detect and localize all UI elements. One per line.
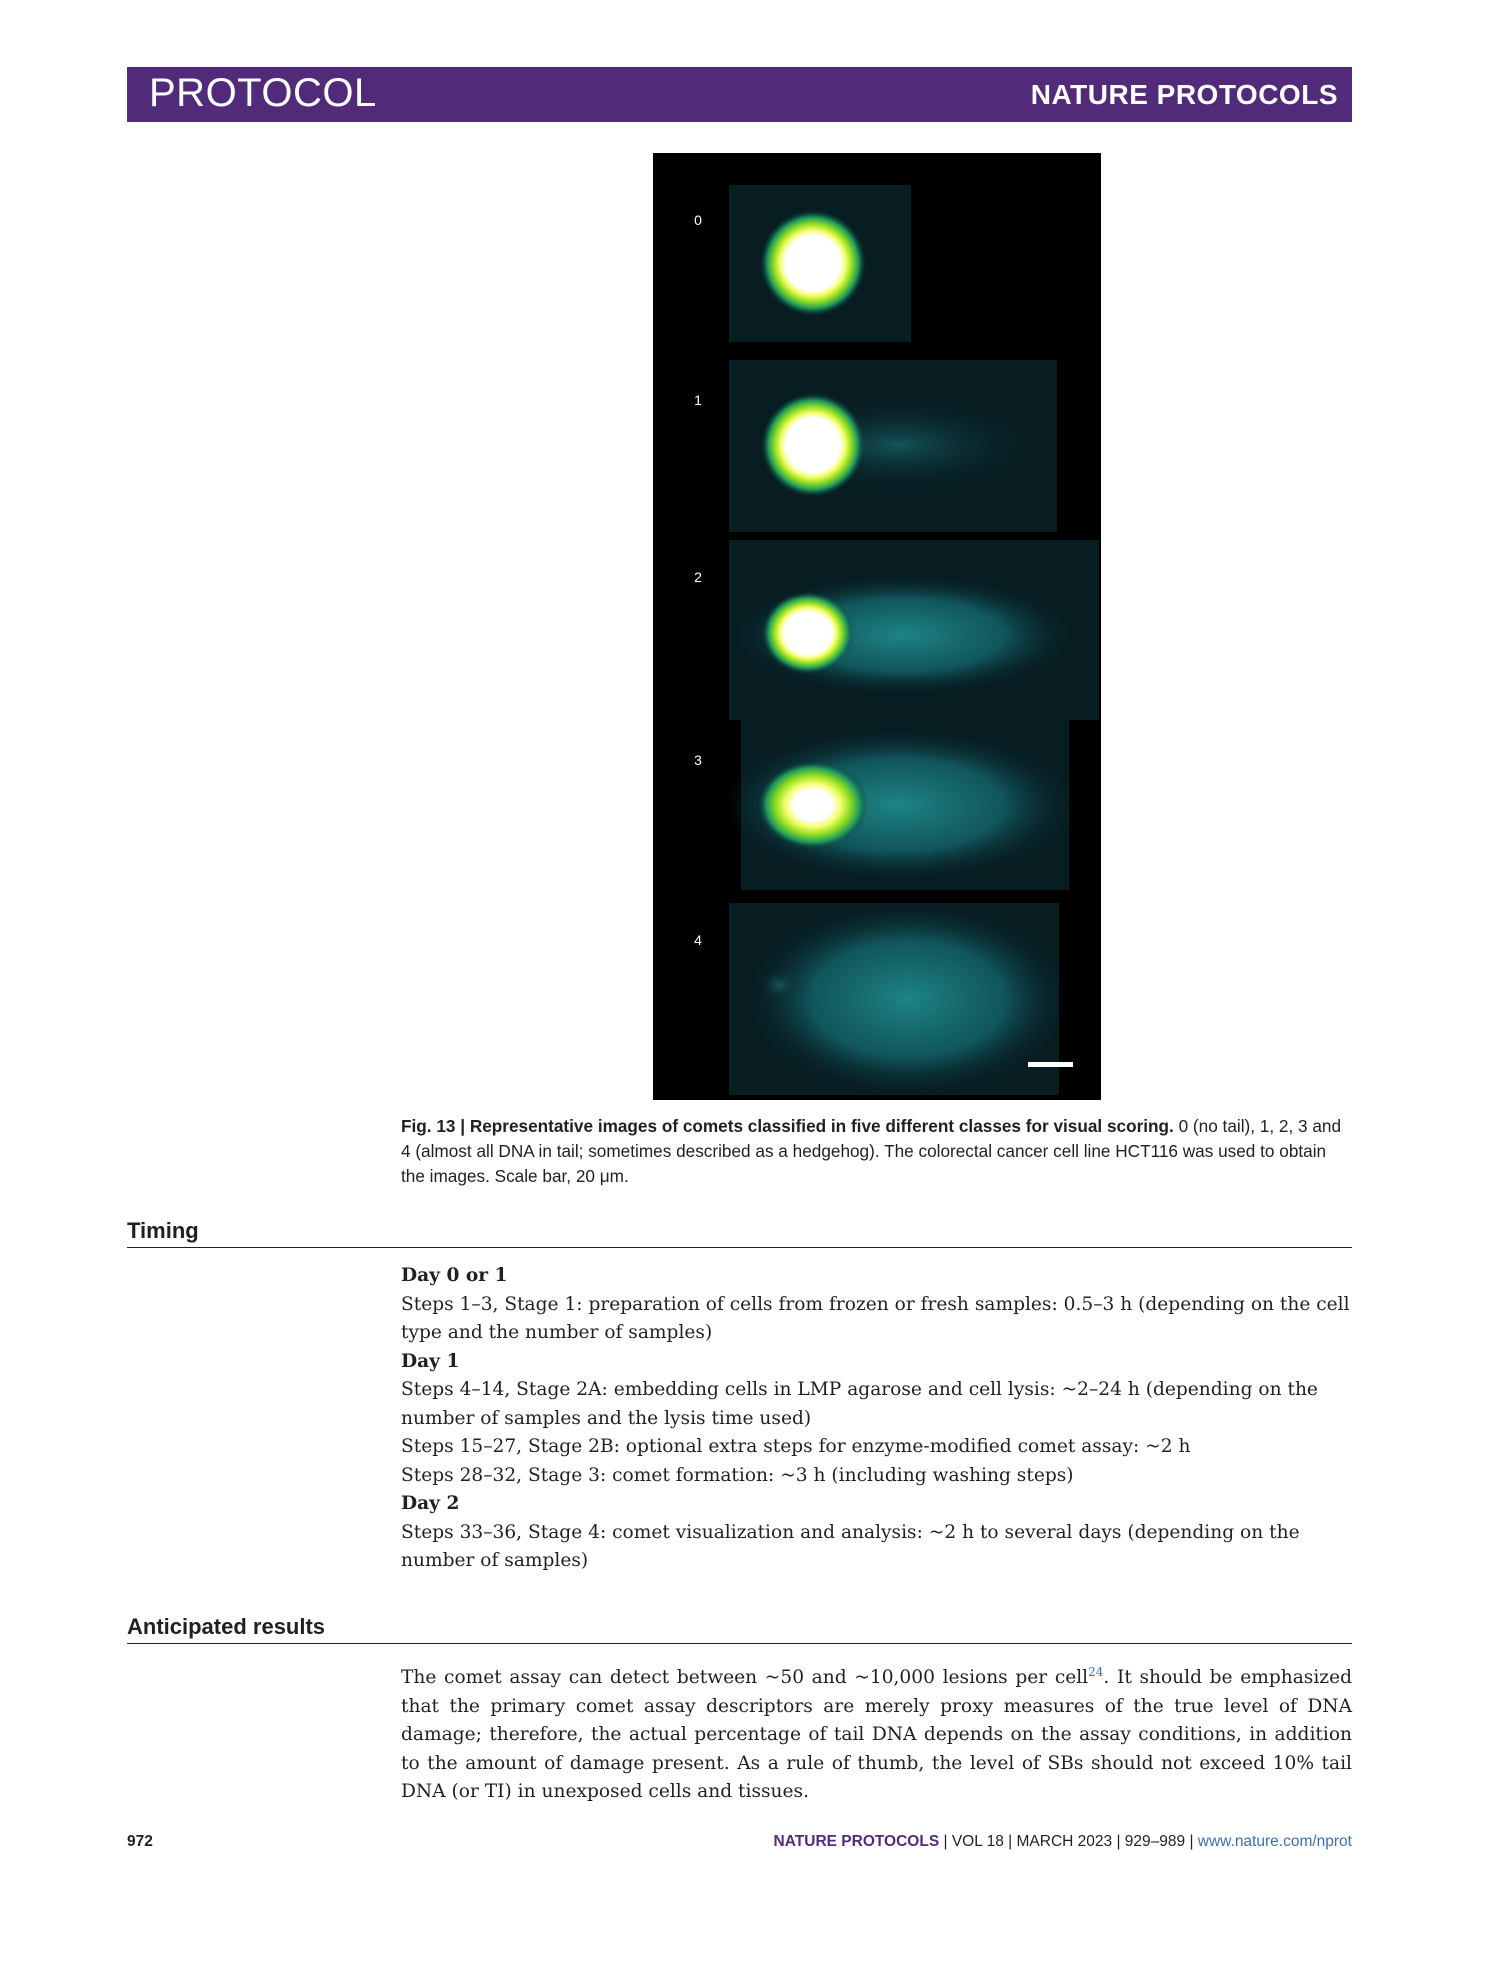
scale-bar xyxy=(1028,1062,1073,1067)
day-1-step-lysis: Steps 4–14, Stage 2A: embedding cells in LMP agarose and cell lysis: ~2–24 h (depending on the number of samples and the lysis time used) xyxy=(401,1379,1318,1429)
day-1-label: Day 1 xyxy=(401,1350,460,1372)
footer-date: MARCH 2023 xyxy=(1016,1833,1113,1850)
day-2-steps: Steps 33–36, Stage 4: comet visualization and analysis: ~2 h to several days (depending on the number of samples) xyxy=(401,1521,1300,1571)
results-text-start: The comet assay can detect between ~50 and ~10,000 lesions per cell xyxy=(401,1667,1089,1688)
comet-0-head xyxy=(760,210,866,316)
header-banner xyxy=(127,67,1352,122)
day-1-step-comet: Steps 28–32, Stage 3: comet formation: ~3 h (including washing steps) xyxy=(401,1464,1074,1486)
comet-images xyxy=(653,153,1101,1100)
footer-journal: NATURE PROTOCOLS xyxy=(773,1833,940,1850)
day-2-label: Day 2 xyxy=(401,1493,460,1514)
panel-label-4: 4 xyxy=(694,932,702,948)
panel-label-0: 0 xyxy=(694,212,702,228)
panel-label-3: 3 xyxy=(694,752,702,768)
comet-3-head xyxy=(758,761,868,849)
results-heading: Anticipated results xyxy=(127,1614,1352,1644)
day-0-label: Day 0 or 1 xyxy=(401,1265,508,1286)
day-1-step-enzyme: Steps 15–27, Stage 2B: optional extra steps for enzyme-modified comet assay: ~2 h xyxy=(401,1436,1191,1457)
comet-figure xyxy=(653,153,1101,1100)
results-paragraph xyxy=(401,1664,1352,1807)
panel-label-1: 1 xyxy=(694,392,702,408)
figure-caption xyxy=(401,1114,1352,1189)
figure-caption-text: 0 (no tail), 1, 2, 3 and 4 (almost all DNA in tail; sometimes described as a hedgehog). The colorectal cancer cell line HCT116 was used to obtain the images. Scale bar, 20 μm. xyxy=(401,1116,1342,1186)
page-footer xyxy=(127,1833,1352,1857)
timing-heading: Timing xyxy=(127,1218,1352,1248)
page-number: 972 xyxy=(127,1833,153,1850)
footer-separator: | xyxy=(1189,1833,1194,1850)
footer-url[interactable]: www.nature.com/nprot xyxy=(1197,1833,1352,1850)
footer-citation xyxy=(774,1833,1352,1851)
timing-section xyxy=(401,1262,1352,1576)
comet-2-head xyxy=(762,592,854,674)
day-0-steps: Steps 1–3, Stage 1: preparation of cells from frozen or fresh samples: 0.5–3 h (depending on the cell type and the number of samples) xyxy=(401,1293,1350,1343)
figure-label: Fig. 13 | xyxy=(401,1116,466,1136)
comet-4-head xyxy=(761,970,797,1000)
article-type: PROTOCOL xyxy=(149,71,377,115)
citation-link[interactable]: 24 xyxy=(1088,1664,1104,1679)
footer-pages: 929–989 xyxy=(1124,1833,1186,1850)
comet-4-tail xyxy=(748,903,1068,1095)
footer-separator: | xyxy=(1116,1833,1121,1850)
results-text-end: . It should be emphasized that the primary comet assay descriptors are merely proxy measures of the true level of DNA damage; therefore, the actual percentage of tail DNA depends on the assay conditions, in addition to the amount of damage present. As a rule of thumb, the level of SBs should not exceed 10% tail DNA (or TI) in unexposed cells and tissues. xyxy=(401,1667,1352,1802)
comet-1-head xyxy=(761,393,865,497)
panel-label-2: 2 xyxy=(694,569,702,585)
footer-separator: | xyxy=(943,1833,948,1850)
footer-volume: VOL 18 xyxy=(951,1833,1004,1850)
footer-separator: | xyxy=(1008,1833,1013,1850)
figure-title: Representative images of comets classified in five different classes for visual scoring. xyxy=(469,1116,1174,1136)
journal-name: NATURE PROTOCOLS xyxy=(1030,79,1338,110)
